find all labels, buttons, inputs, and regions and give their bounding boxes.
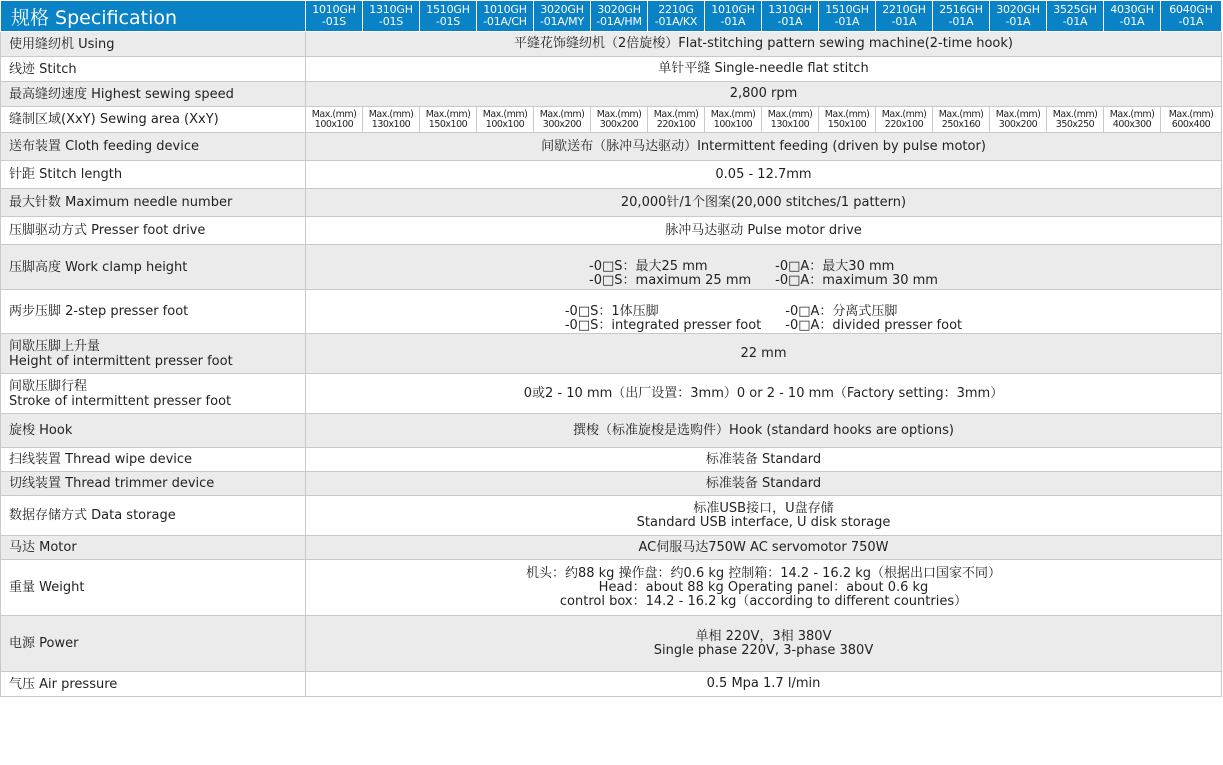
sewing-area-cell: Max.(mm) 250x160	[933, 107, 990, 133]
spec-row-using	[1, 32, 1222, 57]
spec-value-a: -0□A：最大30 mm -0□A：maximum 30 mm	[775, 259, 938, 288]
spec-value	[306, 245, 1222, 290]
spec-label: 针距 Stitch length	[1, 161, 306, 189]
model-header: 1510GH -01S	[420, 1, 477, 32]
spec-row-two-step-presser	[1, 290, 1222, 334]
spec-label: 压脚驱动方式 Presser foot drive	[1, 217, 306, 245]
spec-value-a: -0□A：分离式压脚 -0□A：divided presser foot	[785, 303, 963, 333]
spec-label: 间歇压脚行程 Stroke of intermittent presser foot	[1, 374, 306, 414]
spec-row-stitch	[1, 57, 1222, 82]
sewing-area-cell: Max.(mm) 300x200	[534, 107, 591, 133]
spec-value: 22 mm	[306, 334, 1222, 374]
sewing-area-cell: Max.(mm) 130x100	[363, 107, 420, 133]
spec-row-thread-trimmer	[1, 472, 1222, 496]
spec-row-speed	[1, 82, 1222, 107]
model-header: 3525GH -01A	[1047, 1, 1104, 32]
spec-value: 脉冲马达驱动 Pulse motor drive	[306, 217, 1222, 245]
spec-value-s: -0□S：最大25 mm -0□S：maximum 25 mm	[589, 259, 752, 288]
sewing-area-cell: Max.(mm) 150x100	[420, 107, 477, 133]
model-header: 2516GH -01A	[933, 1, 990, 32]
spec-label: 最大针数 Maximum needle number	[1, 189, 306, 217]
spec-label: 两步压脚 2-step presser foot	[1, 290, 306, 334]
spec-row-intermittent-height	[1, 334, 1222, 374]
model-header: 1010GH -01A/CH	[477, 1, 534, 32]
spec-row-needle-number	[1, 189, 1222, 217]
spec-value: AC伺服马达750W AC servomotor 750W	[306, 536, 1222, 560]
sewing-area-cell: Max.(mm) 130x100	[762, 107, 819, 133]
sewing-area-cell: Max.(mm) 300x200	[591, 107, 648, 133]
spec-label: 线迹 Stitch	[1, 57, 306, 82]
model-header: 3020GH -01A	[990, 1, 1047, 32]
spec-value: 2,800 rpm	[306, 82, 1222, 107]
spec-value: 机头：约88 kg 操作盘：约0.6 kg 控制箱：14.2 - 16.2 kg（根据出口国家不同） Head：about 88 kg Operating panel：about 0.6 kg control box：14.2 - 16.2 kg（according to different countries）	[306, 560, 1222, 616]
spec-value: 0.05 - 12.7mm	[306, 161, 1222, 189]
spec-value: 标准USB接口，U盘存储 Standard USB interface, U disk storage	[306, 496, 1222, 536]
spec-row-air-pressure	[1, 672, 1222, 697]
model-header: 1010GH -01S	[306, 1, 363, 32]
header-row	[1, 1, 1222, 32]
spec-row-intermittent-stroke	[1, 374, 1222, 414]
sewing-area-cell: Max.(mm) 600x400	[1161, 107, 1222, 133]
sewing-area-cell: Max.(mm) 100x100	[306, 107, 363, 133]
sewing-area-cell: Max.(mm) 100x100	[477, 107, 534, 133]
spec-value: 0.5 Mpa 1.7 l/min	[306, 672, 1222, 697]
spec-row-power	[1, 616, 1222, 672]
spec-row-presser-drive	[1, 217, 1222, 245]
spec-label: 压脚高度 Work clamp height	[1, 245, 306, 290]
sewing-area-cell: Max.(mm) 150x100	[819, 107, 876, 133]
model-header: 1510GH -01A	[819, 1, 876, 32]
spec-value: 0或2 - 10 mm（出厂设置：3mm）0 or 2 - 10 mm（Factory setting：3mm）	[306, 374, 1222, 414]
spec-value: 平缝花饰缝纫机（2倍旋梭）Flat-stitching pattern sewing machine(2-time hook)	[306, 32, 1222, 57]
page-title: 规格 Specification	[1, 1, 306, 32]
sewing-area-cell: Max.(mm) 220x100	[876, 107, 933, 133]
model-header: 1010GH -01A	[705, 1, 762, 32]
spec-label: 数据存储方式 Data storage	[1, 496, 306, 536]
spec-value: 单相 220V，3相 380V Single phase 220V, 3-phase 380V	[306, 616, 1222, 672]
spec-row-thread-wipe	[1, 448, 1222, 472]
model-header: 2210G -01A/KX	[648, 1, 705, 32]
sewing-area-cell: Max.(mm) 400x300	[1104, 107, 1161, 133]
spec-row-cloth-feeding	[1, 133, 1222, 161]
model-header: 1310GH -01S	[363, 1, 420, 32]
spec-label: 旋梭 Hook	[1, 414, 306, 448]
spec-value: 20,000针/1个图案(20,000 stitches/1 pattern)	[306, 189, 1222, 217]
spec-value	[306, 290, 1222, 334]
model-header: 3020GH -01A/MY	[534, 1, 591, 32]
spec-label: 电源 Power	[1, 616, 306, 672]
spec-row-weight	[1, 560, 1222, 616]
sewing-area-cell: Max.(mm) 300x200	[990, 107, 1047, 133]
spec-value-s: -0□S：1体压脚 -0□S：integrated presser foot	[564, 303, 762, 333]
model-header: 1310GH -01A	[762, 1, 819, 32]
spec-label: 气压 Air pressure	[1, 672, 306, 697]
spec-value: 间歇送布（脉冲马达驱动）Intermittent feeding (driven by pulse motor)	[306, 133, 1222, 161]
model-header: 6040GH -01A	[1161, 1, 1222, 32]
sewing-area-cell: Max.(mm) 220x100	[648, 107, 705, 133]
spec-label: 送布装置 Cloth feeding device	[1, 133, 306, 161]
model-header: 4030GH -01A	[1104, 1, 1161, 32]
spec-value: 单针平缝 Single-needle flat stitch	[306, 57, 1222, 82]
spec-row-sewing-area	[1, 107, 1222, 133]
spec-label: 间歇压脚上升量 Height of intermittent presser foot	[1, 334, 306, 374]
spec-row-stitch-length	[1, 161, 1222, 189]
spec-label: 扫线装置 Thread wipe device	[1, 448, 306, 472]
spec-label: 重量 Weight	[1, 560, 306, 616]
spec-label: 缝制区域(XxY) Sewing area (XxY)	[1, 107, 306, 133]
spec-value: 标准装备 Standard	[306, 448, 1222, 472]
spec-label: 马达 Motor	[1, 536, 306, 560]
spec-value: 撰梭（标准旋梭是选购件）Hook (standard hooks are options)	[306, 414, 1222, 448]
spec-value: 标准装备 Standard	[306, 472, 1222, 496]
model-header: 3020GH -01A/HM	[591, 1, 648, 32]
spec-label: 最高缝纫速度 Highest sewing speed	[1, 82, 306, 107]
spec-row-motor	[1, 536, 1222, 560]
spec-row-clamp-height	[1, 245, 1222, 290]
spec-label: 切线装置 Thread trimmer device	[1, 472, 306, 496]
spec-row-hook	[1, 414, 1222, 448]
model-header: 2210GH -01A	[876, 1, 933, 32]
sewing-area-cell: Max.(mm) 100x100	[705, 107, 762, 133]
sewing-area-cell: Max.(mm) 350x250	[1047, 107, 1104, 133]
spec-row-data-storage	[1, 496, 1222, 536]
spec-label: 使用缝纫机 Using	[1, 32, 306, 57]
